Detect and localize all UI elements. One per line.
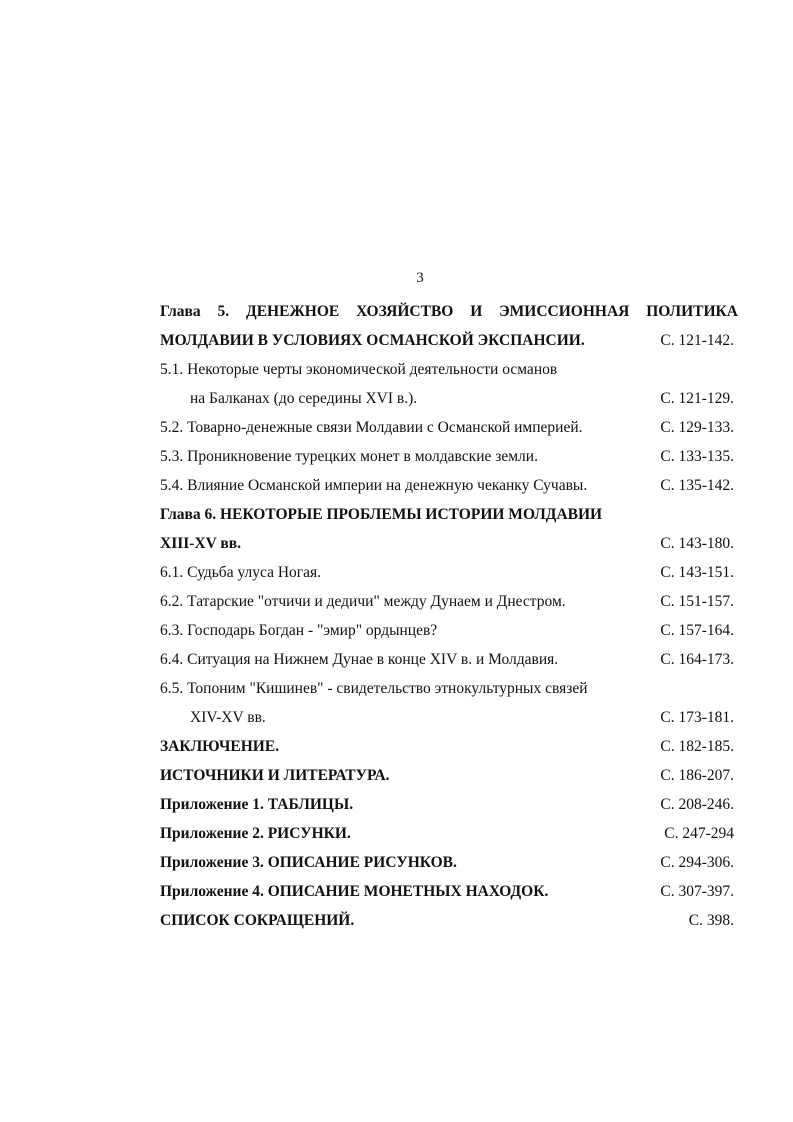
toc-entry-pages: С. 173-181. xyxy=(660,709,734,726)
toc-entry-pages: С. 133-135. xyxy=(660,448,734,465)
toc-entry-pages: С. 151-157. xyxy=(660,593,734,610)
toc-entry xyxy=(160,413,738,442)
toc-entry-title: 5.2. Товарно-денежные связи Молдавии с Османской империей. xyxy=(160,419,583,436)
toc-entry-pages: С. 129-133. xyxy=(660,419,734,436)
toc-entry-title: на Балканах (до середины XVI в.). xyxy=(190,390,418,407)
toc-entry-title: Приложение 4. ОПИСАНИЕ МОНЕТНЫХ НАХОДОК. xyxy=(160,883,549,900)
toc-entry xyxy=(160,355,738,384)
toc-entry-pages: С. 398. xyxy=(688,912,734,929)
toc-entry xyxy=(160,645,738,674)
toc-entry-pages: С. 143-180. xyxy=(660,535,734,552)
toc-entry-pages: С. 186-207. xyxy=(660,767,734,784)
toc-entry-pages: С. 164-173. xyxy=(660,651,734,668)
toc-entry xyxy=(160,848,738,877)
toc-entry-title: 6.3. Господарь Богдан - "эмир" ордынцев? xyxy=(160,622,438,639)
toc-entry-pages: С. 157-164. xyxy=(660,622,734,639)
toc-entry xyxy=(160,558,738,587)
toc-entry-pages: С. 121-129. xyxy=(660,390,734,407)
toc-entry xyxy=(160,471,738,500)
toc-entry-title: Глава 6. НЕКОТОРЫЕ ПРОБЛЕМЫ ИСТОРИИ МОЛДАВИИ xyxy=(160,506,603,523)
page-number: 3 xyxy=(416,270,424,286)
toc-entry xyxy=(160,326,738,355)
toc-entry-title: 5.4. Влияние Османской империи на денежную чеканку Сучавы. xyxy=(160,477,588,494)
toc-entry-title: МОЛДАВИИ В УСЛОВИЯХ ОСМАНСКОЙ ЭКСПАНСИИ. xyxy=(160,332,585,349)
toc-entry-pages: С. 294-306. xyxy=(660,854,734,871)
toc-entry xyxy=(160,500,738,529)
toc-entry xyxy=(160,587,738,616)
toc-entry-title: СПИСОК СОКРАЩЕНИЙ. xyxy=(160,912,355,929)
toc-entry-title: 6.5. Топоним "Кишинев" - свидетельство этнокультурных связей xyxy=(160,680,588,697)
toc-entry xyxy=(160,877,738,906)
toc-entry xyxy=(160,819,738,848)
toc-entry-title: 5.3. Проникновение турецких монет в молдавские земли. xyxy=(160,448,538,465)
toc-entry xyxy=(160,732,738,761)
toc-entry-pages: С. 247-294 xyxy=(664,825,734,842)
toc-entry-title: XIV-XV вв. xyxy=(190,709,266,726)
toc-entry-title: Приложение 2. РИСУНКИ. xyxy=(160,825,351,842)
toc-entry xyxy=(160,790,738,819)
toc-entry-title: 6.4. Ситуация на Нижнем Дунае в конце XIV в. и Молдавия. xyxy=(160,651,559,668)
toc-entry xyxy=(160,384,738,413)
toc-entry-pages: С. 121-142. xyxy=(660,332,734,349)
toc-entry xyxy=(160,761,738,790)
toc-entry-title: 6.1. Судьба улуса Ногая. xyxy=(160,564,322,581)
toc-entry-title: Приложение 3. ОПИСАНИЕ РИСУНКОВ. xyxy=(160,854,457,871)
toc-entry-pages: С. 182-185. xyxy=(660,738,734,755)
toc-entry xyxy=(160,674,738,703)
toc-entry-pages: С. 208-246. xyxy=(660,796,734,813)
toc-entry-pages: С. 143-151. xyxy=(660,564,734,581)
toc-entry xyxy=(160,529,738,558)
toc-entry xyxy=(160,616,738,645)
toc-entry xyxy=(160,703,738,732)
toc-entry-pages: С. 135-142. xyxy=(660,477,734,494)
toc-entry-title: 5.1. Некоторые черты экономической деятельности османов xyxy=(160,361,558,378)
toc-entry-pages: С. 307-397. xyxy=(660,883,734,900)
toc-entry-title: XIII-XV вв. xyxy=(160,535,242,552)
toc-entry-title: Приложение 1. ТАБЛИЦЫ. xyxy=(160,796,354,813)
toc-entry-title: ЗАКЛЮЧЕНИЕ. xyxy=(160,738,280,755)
table-of-contents xyxy=(160,297,738,935)
toc-entry-title: ИСТОЧНИКИ И ЛИТЕРАТУРА. xyxy=(160,767,390,784)
toc-entry-title: 6.2. Татарские "отчичи и дедичи" между Дунаем и Днестром. xyxy=(160,593,566,610)
toc-entry xyxy=(160,906,738,935)
toc-entry xyxy=(160,442,738,471)
toc-entry-title: Глава 5. ДЕНЕЖНОЕ ХОЗЯЙСТВО И ЭМИССИОННАЯ ПОЛИТИКА xyxy=(160,303,738,320)
toc-entry xyxy=(160,297,738,326)
